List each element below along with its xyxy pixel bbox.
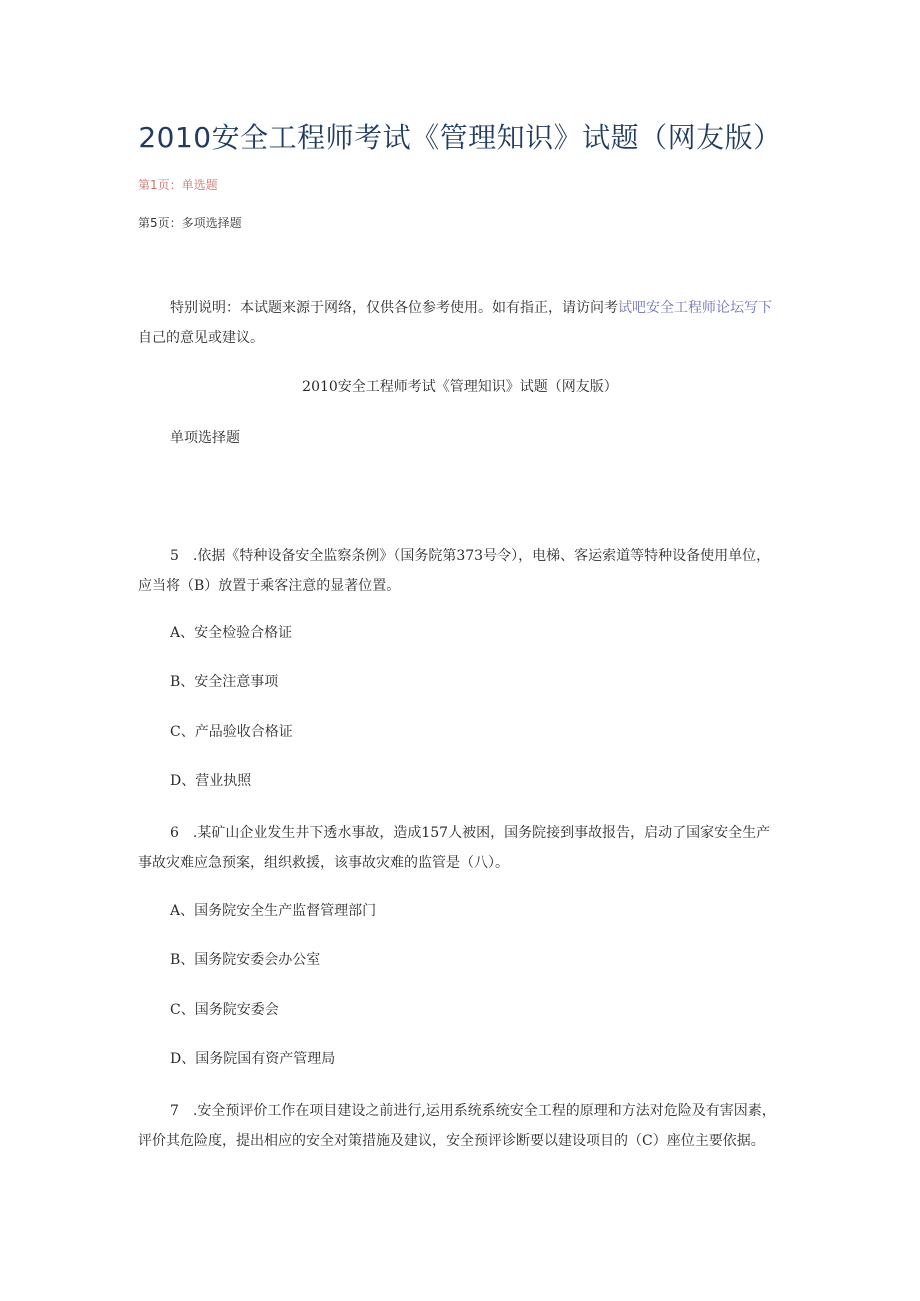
page-title: 2010安全工程师考试《管理知识》试题（网友版） [138, 121, 782, 154]
section-heading: 单项选择题 [170, 430, 240, 446]
note-text-after: 自己的意见或建议。 [138, 330, 264, 346]
question-5-option-a: A、安全检验合格证 [170, 625, 293, 641]
question-6: 6 .某矿山企业发生井下透水事故，造成157人被困，国务院接到事故报告，启动了国家安全生产事故灾难应急预案，组织救援，该事故灾难的监管是（八）。 [138, 825, 771, 871]
question-6-option-a: A、国务院安全生产监督管理部门 [170, 903, 377, 919]
question-7: 7 .安全预评价工作在项目建设之前进行,运用系统系统安全工程的原理和方法对危险及有害因素，评价其危险度，提出相应的安全对策措施及建议，安全预评诊断要以建设项目的（C）座位主要依据。 [138, 1103, 776, 1149]
question-6-option-b: B、国务院安委会办公室 [170, 952, 321, 968]
nav-link-page5[interactable]: 第5页：多项选择题 [138, 216, 242, 230]
question-5: 5 .依据《特种设备安全监察条例》（国务院第373号令），电梯、客运索道等特种设备使用单位，应当将（B）放置于乘客注意的显著位置。 [138, 548, 771, 594]
question-6-option-d: D、国务院国有资产管理局 [170, 1051, 336, 1067]
special-note [138, 293, 783, 353]
note-text-before: 特别说明：本试题来源于网络，仅供各位参考使用。如有指正，请访问考 [170, 300, 618, 316]
document-subtitle: 2010安全工程师考试《管理知识》试题（网友版） [302, 379, 618, 395]
question-6-option-c: C、国务院安委会 [170, 1002, 279, 1018]
forum-link[interactable]: 试吧安全工程师论坛写下 [618, 300, 772, 316]
question-5-option-d: D、营业执照 [170, 773, 252, 789]
nav-link-page1[interactable]: 第1页：单选题 [138, 178, 218, 192]
question-5-option-b: B、安全注意事项 [170, 674, 279, 690]
question-5-option-c: C、产品验收合格证 [170, 724, 293, 740]
